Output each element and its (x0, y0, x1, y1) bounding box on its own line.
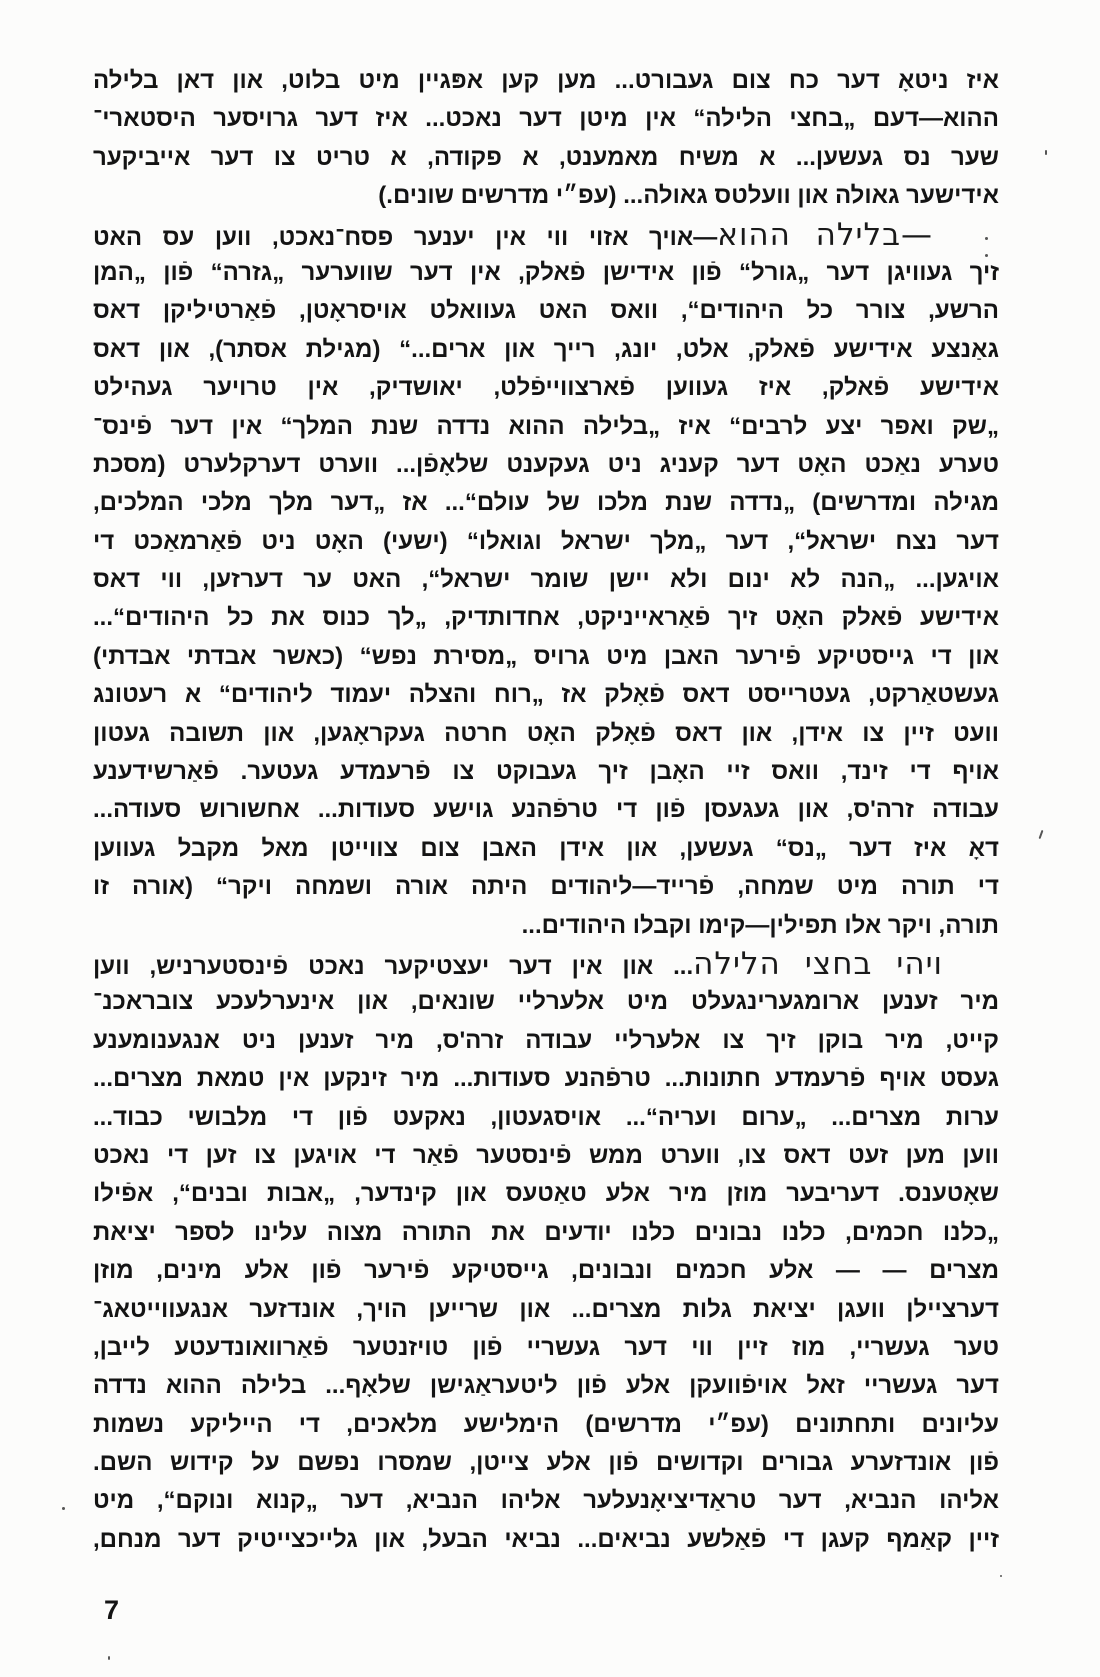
section-heading-line (93, 945, 999, 983)
text-line: און די גייסטיקע פֿירער האבן מיט גרויס „מסירת נפש“ (כאשר אבדתי אבדתי) (93, 642, 999, 670)
page-number: 7 (104, 1595, 120, 1625)
text-line-continuation: —אויך אזוי ווי אין יענער פסח־נאכט, ווען עס האט (93, 223, 718, 251)
text-line: מצרים — — אלע חכמים ונבונים, גייסטיקע פֿירער פֿון אלע מינים, מוזן (93, 1257, 999, 1285)
text-line: איז ניטאָ דער כח צום געבורט... מען קען אפּגיין מיט בלוט, און דאן בלילה (93, 67, 999, 94)
text-line: אידישער גאולה און וועלטס גאולה... (עפ״י מדרשים שונים.) (378, 182, 999, 210)
text-line: מגילה ומדרשים) „נדדה שנת מלכו של עולם“... אז „דער מלך מלכי המלכים, (93, 489, 999, 517)
body-text (93, 62, 999, 1559)
scan-speck (62, 1507, 65, 1510)
text-line: אויף די זינד, וואס זיי האָבן זיך געבוקט צו פֿרעמדע געטער. פֿאַרשידענע (93, 758, 999, 786)
scan-speck (985, 237, 988, 240)
text-line: דערציילן וועגן יציאת גלות מצרים... און שרייען הויך, אונדזער אנגעווייטאג־ (93, 1295, 999, 1323)
text-line: געשטאַרקט, געטרייסט דאס פֿאָלק אז „רוח והצלה יעמוד ליהודים“ א רעטונג (93, 681, 999, 709)
text-line-continuation: ... און אין דער יעצטיקער נאכט פֿינסטערניש, ווען (93, 952, 694, 980)
text-line: געסט אויף פֿרעמדע חתונות... טרפֿהנע סעודות... מיר זינקען אין טמאת מצרים... (93, 1065, 999, 1093)
text-line: דער נצח ישראל“, דער „מלך ישראל וגואלו“ (ישעי) האָט ניט פֿאַרמאַכט די (93, 527, 999, 555)
text-line: זיין קאַמף קעגן די פֿאַלשע נביאים... נביאי הבעל, און גלייכצייטיק דער מנחם, (93, 1525, 999, 1553)
section-heading-line (93, 216, 999, 254)
text-line: שער נס געשען... א משיח מאמענט, א פקודה, א טריט צו דער אייביקער (93, 143, 999, 171)
text-line: אידישע פֿאלק האָט זיך פֿאַראייניקט, אחדותדיק, „לך כנוס את כל היהודים“... (93, 604, 999, 632)
text-line: דאָ איז דער „נס“ געשען, און אידן האבן צום צווייטן מאל מקבל געווען (93, 834, 999, 862)
text-line: גאַנצע אידישע פֿאלק, אלט, יונג, רייך און ארים...“ (מגילת אסתר), און דאס (93, 335, 999, 363)
text-line: וועט זיין צו אידן, און דאס פֿאָלק האָט חרטה געקראָגען, און תשובה געטון (93, 719, 999, 747)
text-line: ווען מען זעט דאס צו, ווערט ממש פֿינסטער פֿאַר די אויגען צו זען די נאכט (93, 1141, 999, 1169)
text-line: פֿון אונדזערע גבורים וקדושים פֿון אלע צייטן, שמסרו נפשם על קידוש השם. (93, 1449, 999, 1477)
text-line: די תורה מיט שמחה, פֿרייד—ליהודים היתה אורה ושמחה ויקר“ (אורה זו (93, 873, 999, 901)
scan-speck (1045, 150, 1047, 155)
text-line: שאָטענס. דעריבער מוזן מיר אלע טאַטעס און קינדער, „אבות ובנים“, אפֿילו (93, 1180, 999, 1208)
section-heading: ויהי בחצי הלילה (693, 945, 943, 982)
text-line: ערות מצרים... „ערום ועריה“... אויסגעטון, נאקעט פֿון די מלבושי כבוד... (93, 1103, 999, 1131)
text-line: ההוא—דעם „בחצי הלילה“ אין מיטן דער נאכט... איז דער גרויסער היסטארי־ (93, 105, 999, 133)
text-line: „כלנו חכמים, כלנו נבונים כלנו יודעים את התורה מצוה עלינו לספר יציאת (93, 1218, 999, 1246)
text-line: „שק ואפר יצע לרבים“ איז „בלילה ההוא נדדה שנת המלך“ אין דער פֿינס־ (93, 412, 999, 440)
text-line: טער געשריי, מוז זיין ווי דער געשריי פֿון טויזנטער פֿאַרוואונדעטע לייבן, (93, 1333, 999, 1361)
text-line: קייט, מיר בוקן זיך צו אלערליי עבודה זרה'ס, מיר זענען ניט אנגענומענע (93, 1026, 999, 1054)
text-line: דער געשריי זאל אויפֿוועקן אלע פֿון ליטעראַגישן שלאָף... בלילה ההוא נדדה (93, 1372, 999, 1400)
scan-speck (1000, 1575, 1002, 1577)
section-heading: —בלילה ההוא (717, 216, 934, 253)
text-line: אויגען... „הנה לא ינום ולא יישן שומר ישראל“, האט ער דערזען, ווי דאס (93, 566, 999, 594)
text-line: אידישע פֿאלק, איז געווען פֿארצווייפֿלט, יאושדיק, אין טרויער געהילט (93, 374, 999, 402)
text-line: אליהו הנביא, דער טראַדיציאָנעלער אליהו הנביא, דער „קנוא ונוקם“, מיט (93, 1487, 999, 1515)
text-line: תורה, ויקר אלו תפילין—קימו וקבלו היהודים... (521, 911, 999, 939)
scan-speck (1039, 830, 1044, 839)
scan-speck (108, 1656, 110, 1660)
text-line: עליונים ותחתונים (עפ״י מדרשים) הימלישע מלאכים, די הייליקע נשמות (93, 1410, 999, 1438)
text-line: מיר זענען ארומגערינגעלט מיט אלערליי שונאים, און אינערלעכע צובראכנ־ (93, 988, 999, 1016)
scan-speck (985, 254, 988, 257)
text-line: טערע נאַכט האָט דער קעניג ניט געקענט שלאָפֿן... ווערט דערקלערט (מסכת (93, 450, 999, 478)
text-line: זיך געוויגן דער „גורל“ פֿון אידישן פֿאלק, אין דער שווערער „גזרה“ פֿון „המן (93, 258, 999, 286)
text-line: הרשע, צורר כל היהודים“, וואס האט געוואלט אויסראָטן, פֿאַרטיליקן דאס (93, 297, 999, 325)
text-line: עבודה זרה'ס, און געגעסן פֿון די טרפֿהנע גוישע סעודות... אחשורוש סעודה... (93, 796, 999, 824)
